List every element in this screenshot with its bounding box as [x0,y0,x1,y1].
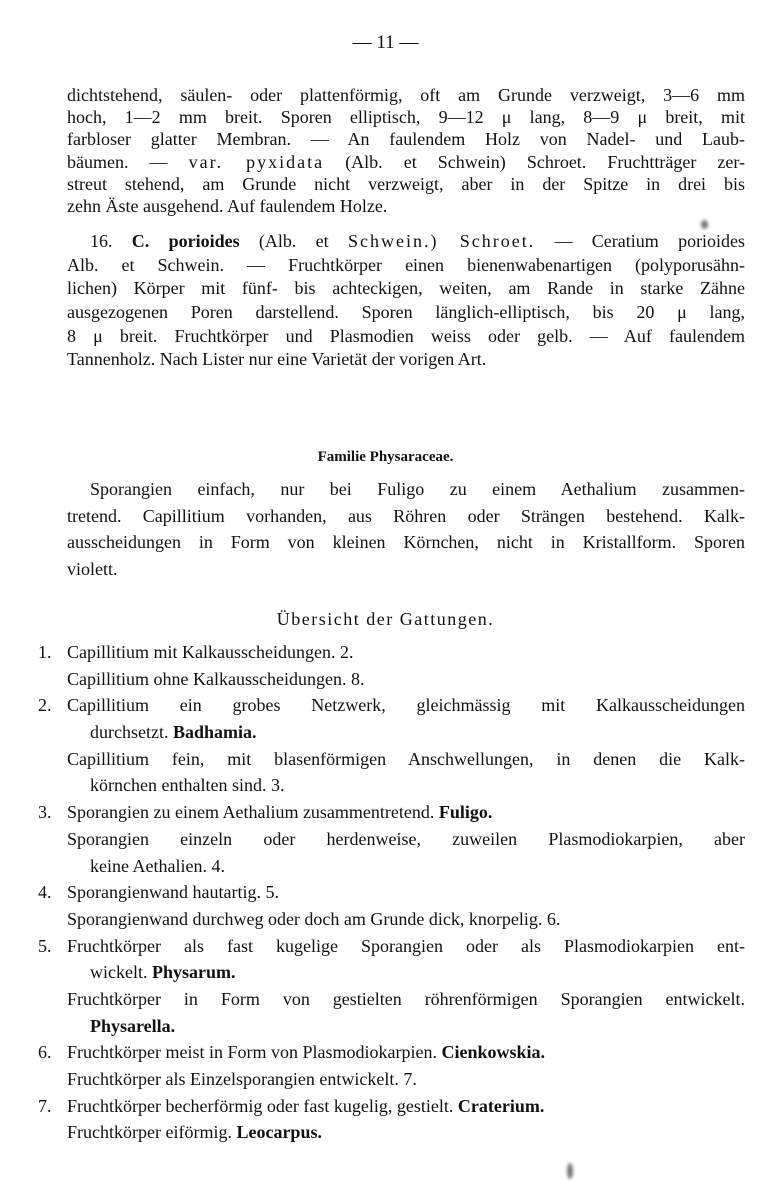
paragraph-continuation [67,84,745,217]
text-segment: Fruchtkörper eiförmig. [67,1122,237,1143]
text-segment: Sporangien zu einem Aethalium zusammentretend. [67,802,439,823]
key-number: 4. [38,882,52,903]
text-line [67,173,745,195]
key-number: 6. [38,1042,52,1063]
text-segment: hoch, 1—2 mm breit. Sporen elliptisch, 9—12 μ lang, 8—9 μ breit, mit [67,107,745,128]
text-segment: Fruchtkörper meist in Form von Plasmodiokarpien. [67,1042,442,1063]
text-segment: ausscheidungen in Form von kleinen Körnchen, nicht in Kristallform. Sporen [67,532,745,553]
text-line [67,254,745,278]
text-line [67,106,745,128]
text-segment: lichen) Körper mit fünf- bis achteckigen, weiten, am Rande in starke Zähne [67,278,745,299]
text-line [38,933,745,960]
text-line [67,84,745,106]
text-line [67,476,745,503]
text-line [67,529,745,556]
page-number: — 11 — [352,32,419,53]
text-line [67,986,745,1013]
text-segment: Sporangien einfach, nur bei Fuligo zu einem Aethalium zusammen- [90,479,745,499]
text-segment: Sporangienwand durchweg oder doch am Grunde dick, knorpelig. 6. [67,908,561,929]
text-line [67,230,745,254]
text-line [38,692,745,719]
text-line [67,195,745,217]
text-line [67,325,745,349]
text-line [38,1093,745,1120]
genus-name: C. porioides [131,231,240,251]
text-segment: keine Aethalien. 4. [90,855,225,876]
text-line [67,348,745,372]
text-segment: körnchen enthalten sind. 3. [90,775,285,796]
text-line [67,1066,745,1093]
text-line [67,128,745,150]
spaced-text: var. pyxidata [188,151,325,172]
text-segment: streut stehend, am Grunde nicht verzweigt, aber in der Spitze in drei bis [67,173,745,194]
text-line [67,277,745,301]
genus-name: Leocarpus. [236,1122,322,1143]
paragraph-family-description [67,476,745,583]
text-segment: Tannenholz. Nach Lister nur eine Varietät der vorigen Art. [67,349,487,370]
text-segment: durchsetzt. [90,722,173,743]
text-segment: (Alb. et [258,231,348,251]
genus-name: Physarum. [151,962,236,983]
text-line [67,1119,745,1146]
text-segment: Capillitium ein grobes Netzwerk, gleichmässig mit Kalkausscheidungen [67,695,745,716]
genus-name: Physarella. [90,1015,176,1036]
key-number: 1. [38,642,52,662]
text-line [67,151,745,173]
text-segment: Capillitium fein, mit blasenförmigen Anschwellungen, in denen die Kalk- [67,748,745,769]
text-segment: Fruchtkörper als fast kugelige Sporangien oder als Plasmodiokarpien ent- [67,935,745,956]
text-line [67,906,745,933]
text-line [67,959,745,986]
key-number: 3. [38,802,52,823]
text-segment: Alb. et Schwein. — Fruchtkörper einen bienenwabenartigen (polyporusähn- [67,254,745,275]
text-segment: Capillitium mit Kalkausscheidungen. 2. [67,642,354,662]
genus-key [38,639,745,1146]
paragraph-species-16 [67,230,745,372]
genus-name: Cienkowskia. [441,1042,545,1063]
text-line [67,666,745,693]
text-segment: Sporangienwand hautartig. 5. [67,882,279,903]
text-segment: zehn Äste ausgehend. Auf faulendem Holze. [67,195,388,216]
text-line [38,1039,745,1066]
text-line [67,1013,745,1040]
text-segment: dichtstehend, säulen- oder plattenförmig, oft am Grunde verzweigt, 3—6 mm [67,85,745,105]
genus-name: Badhamia. [172,722,257,743]
text-segment: 8 μ breit. Fruchtkörper und Plasmodien weiss oder gelb. — Auf faulendem [67,325,745,346]
text-line [38,879,745,906]
key-number: 5. [38,935,52,956]
text-segment: — Ceratium porioides [554,231,746,251]
text-segment: (Alb. et Schwein) Schroet. Fruchtträger zer- [345,151,745,172]
text-line [67,826,745,853]
spaced-text: Schwein.) Schroet. [347,231,536,251]
text-segment: 16. [90,231,132,251]
text-segment: Fruchtkörper als Einzelsporangien entwickelt. 7. [67,1069,417,1089]
text-segment: wickelt. [90,962,152,983]
dust-mark [567,1163,573,1179]
text-segment: tretend. Capillitium vorhanden, aus Röhren oder Strängen bestehend. Kalk- [67,505,745,526]
text-segment: farbloser glatter Membran. — An faulendem Holz von Nadel- und Laub- [67,129,745,150]
text-segment: Fruchtkörper in Form von gestielten röhrenförmigen Sporangien entwickelt. [67,988,745,1009]
text-segment: Fruchtkörper becherförmig oder fast kugelig, gestielt. [67,1095,458,1116]
text-segment: ausgezogenen Poren darstellend. Sporen länglich-elliptisch, bis 20 μ lang, [67,302,745,323]
text-segment: bäumen. — [67,151,189,172]
key-heading: Übersicht der Gattungen. [276,609,495,629]
text-line [67,556,745,583]
text-segment: Capillitium ohne Kalkausscheidungen. 8. [67,668,365,689]
key-number: 2. [38,695,52,716]
genus-name: Fuligo. [438,802,493,823]
family-heading: Familie Physaraceae. [317,449,454,465]
key-number: 7. [38,1095,52,1116]
text-line [67,746,745,773]
text-line [38,639,745,666]
genus-name: Craterium. [457,1095,545,1116]
text-line [67,301,745,325]
text-line [67,853,745,880]
text-segment: violett. [67,559,118,580]
text-line [67,719,745,746]
dust-mark [701,220,708,229]
text-segment: Sporangien einzeln oder herdenweise, zuweilen Plasmodiokarpien, aber [67,828,745,849]
text-line [67,772,745,799]
text-line [67,503,745,530]
text-line [38,799,745,826]
